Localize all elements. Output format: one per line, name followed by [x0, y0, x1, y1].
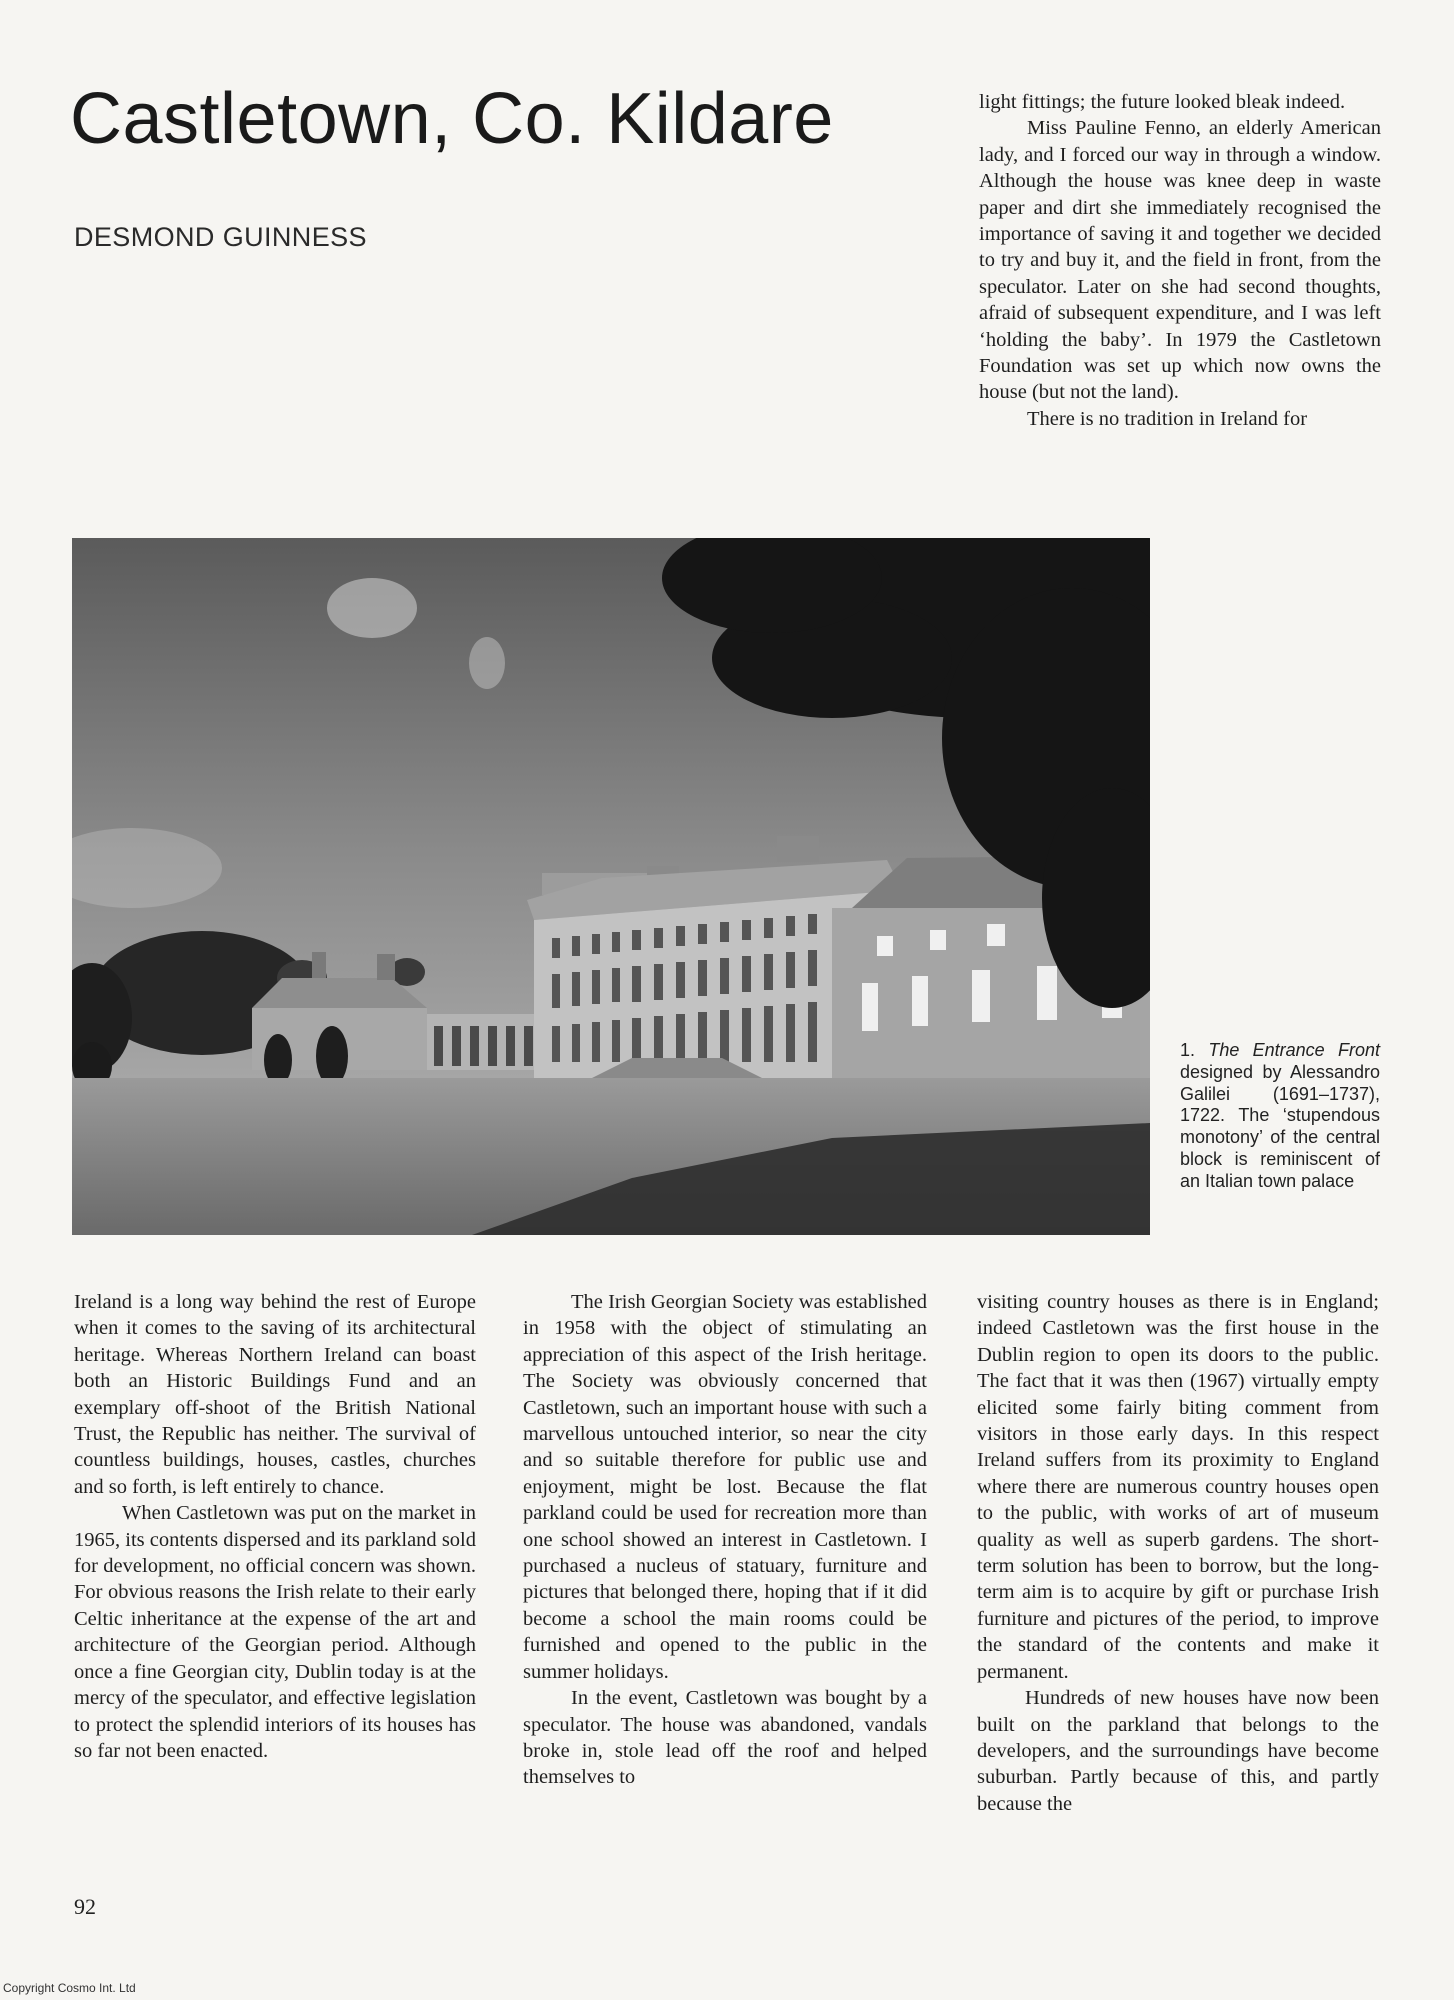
article-author: DESMOND GUINNESS [74, 222, 367, 252]
paragraph: visiting country houses as there is in England; indeed Castletown was the first house in the Dublin region to open its doors to the public. The fact that it was then (1967) virtually empty elicited some fairly biting comment from visitors in those early days. In this respect Ireland suffers from its proximity to England where there are numerous country houses open to the public, with works of art of museum quality as well as superb gardens. The short-term solution has been to borrow, but the long-term aim is to acquire by gift or purchase Irish furniture and pictures of the period, to improve the standard of the contents and make it permanent. [977, 1291, 1379, 1683]
figure-caption-title: The Entrance Front [1208, 1040, 1380, 1060]
page-number: 92 [74, 1894, 96, 1919]
chimney [312, 952, 326, 978]
figure-entrance-front-photo [72, 538, 1150, 1235]
chimney [777, 836, 819, 862]
paragraph: Hundreds of new houses have now been built on the parkland that belongs to the developers, and the surroundings have become suburban. Partly because of this, and partly because the [977, 1687, 1379, 1815]
text-column-1 [74, 1289, 476, 1764]
copyright-notice: Copyright Cosmo Int. Ltd [3, 1981, 136, 1995]
figure-caption [1180, 1040, 1380, 1193]
article-title: Castletown, Co. Kildare [70, 79, 834, 159]
castletown-house-photo [72, 538, 1150, 1235]
paragraph: Miss Pauline Fenno, an elderly American lady, and I forced our way in through a window. Although the house was knee deep in waste paper and dirt she immediately recognised the importance of saving it and together we decided to try and buy it, and the field in front, from the speculator. Later on she had second thoughts, afraid of subsequent expenditure, and I was left ‘holding the baby’. In 1979 the Castletown Foundation was set up which now owns the house (but not the land). [979, 117, 1381, 404]
paragraph: There is no tradition in Ireland for [1027, 407, 1308, 430]
topiary [316, 1026, 348, 1086]
cloud [469, 637, 505, 689]
text-column-top-right [979, 89, 1381, 432]
text-column-3 [977, 1289, 1379, 1817]
paragraph: Ireland is a long way behind the rest of Europe when it comes to the saving of its architectural heritage. Whereas Northern Ireland can boast both an Historic Buildings Fund and an exemplary off-shoot of the British National Trust, the Republic has neither. The survival of countless buildings, houses, castles, churches and so forth, is left entirely to chance. [74, 1291, 476, 1498]
figure-caption-text: designed by Alessandro Galilei (1691–1737), 1722. The ‘stupendous monotony’ of the central block is reminiscent of an Italian town palace [1180, 1061, 1380, 1191]
chimney [377, 954, 395, 980]
paragraph: When Castletown was put on the market in 1965, its contents dispersed and its parkland sold for development, no official concern was shown. For obvious reasons the Irish relate to their early Celtic inheritance at the expense of the art and architecture of the Georgian period. Although once a fine Georgian city, Dublin today is at the mercy of the speculator, and effective legislation to protect the splendid interiors of its houses has so far not been enacted. [74, 1502, 476, 1762]
paragraph: light fittings; the future looked bleak indeed. [979, 91, 1346, 113]
figure-number: 1. [1180, 1040, 1196, 1060]
text-column-2 [523, 1289, 927, 1791]
paragraph: In the event, Castletown was bought by a speculator. The house was abandoned, vandals broke in, stole lead off the roof and helped themselves to [523, 1687, 927, 1789]
paragraph: The Irish Georgian Society was established in 1958 with the object of stimulating an appreciation of this aspect of the Irish heritage. The Society was obviously concerned that Castletown, such an important house with such a marvellous untouched interior, so near the city and so suitable therefore for public use and enjoyment, might be lost. Because the flat parkland could be used for recreation more than one school showed an interest in Castletown. I purchased a nucleus of statuary, furniture and pictures that belonged there, hoping that if it did become a school the main rooms could be furnished and opened to the public in the summer holidays. [523, 1291, 927, 1683]
cloud [327, 578, 417, 638]
